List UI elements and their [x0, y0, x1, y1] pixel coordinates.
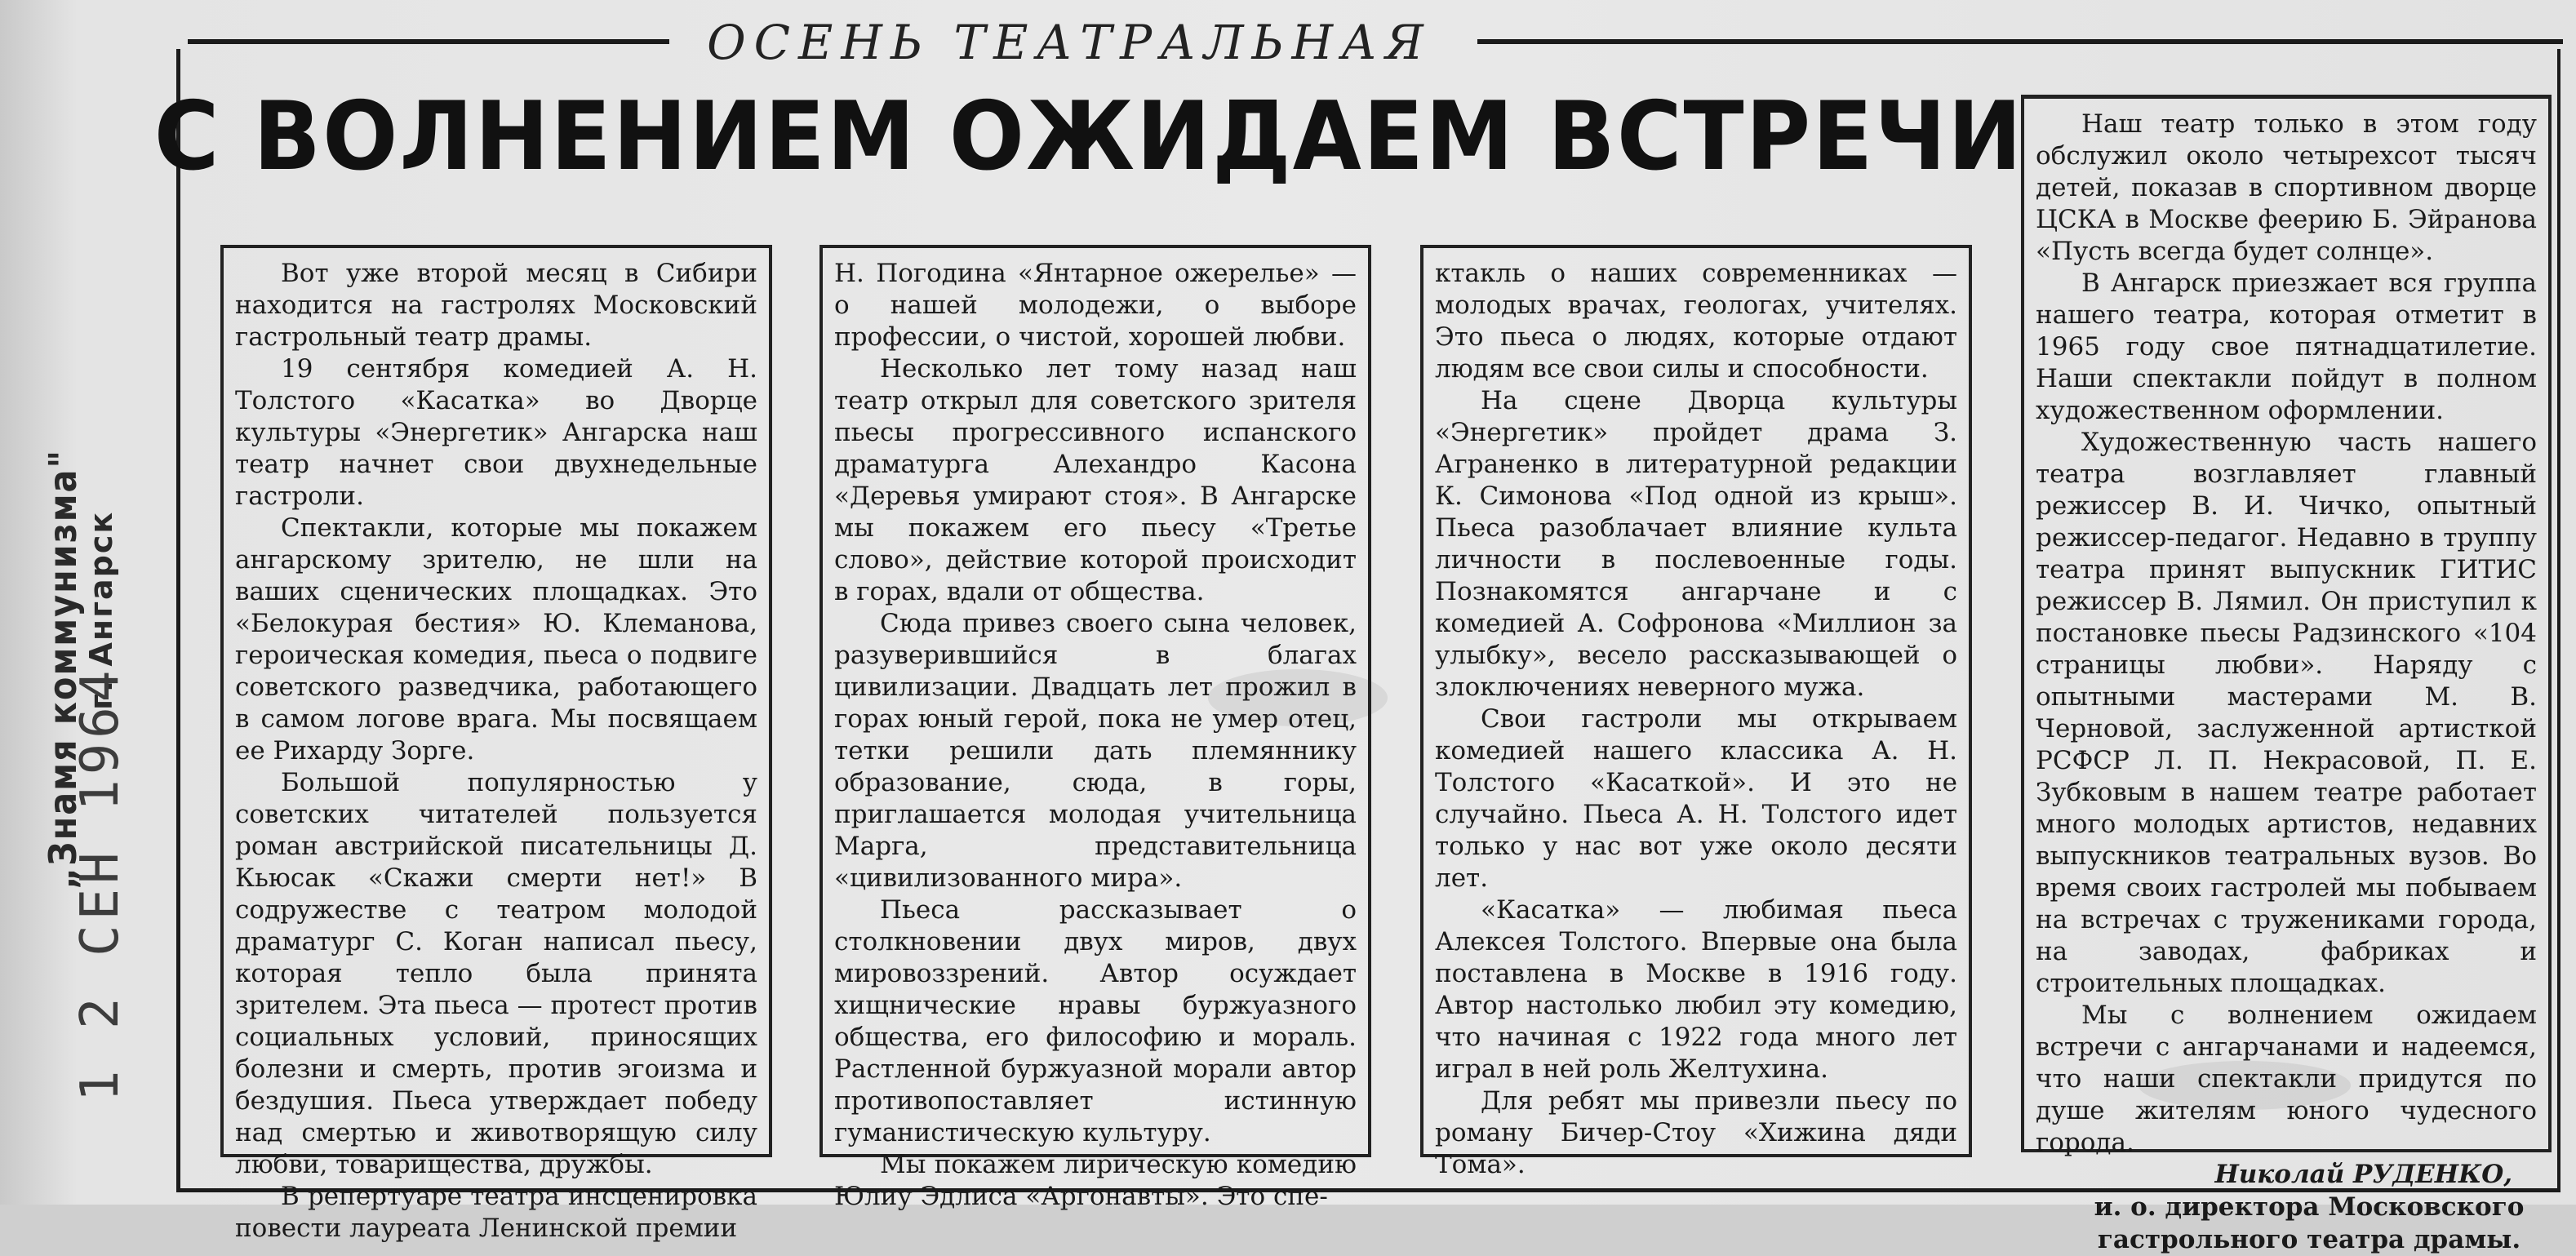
- paragraph: Вот уже второй месяц в Сибири находится на гастролях Московский гастрольный театр драмы.: [235, 259, 757, 352]
- paragraph: 19 сентября комедией А. Н. Толстого «Касатка» во Дворце культуры «Энергетик» Ангарска наш театр начнет свои двухнедельные гастроли.: [235, 354, 757, 511]
- stamp-city: г. Ангарск: [83, 510, 119, 710]
- rubric-rule-left: [188, 39, 669, 44]
- paragraph: Мы с волнением ожидаем встречи с ангарчанами и надеемся, что наши спектакли придутся по душе жителям юного чудесного города.: [2036, 1001, 2537, 1157]
- rubric: ОСЕНЬ ТЕАТРАЛЬНАЯ: [707, 15, 1432, 70]
- paragraph: Спектакли, которые мы покажем ангарскому зрителю, не шли на ваших сценических площадках. Это «Белокурая бестия» Ю. Клеманова, героическая комедия, пьеса о подвиге советского разведчика, работающего в самом логове врага. Мы посвящаем ее Рихарду Зорге.: [235, 513, 757, 766]
- article-column-3: [1420, 245, 1972, 1179]
- author-name: Николай РУДЕНКО,: [2214, 1160, 2512, 1189]
- paragraph: Наш театр только в этом году обслужил около четырехсот тысяч детей, показав в спортивном дворце ЦСКА в Москве феерию Б. Эйранова «Пусть всегда будет солнце».: [2036, 109, 2537, 266]
- paragraph: «Касатка» — любимая пьеса Алексея Толстого. Впервые она была поставлена в Москве в 1916 году. Автор настолько любил эту комедию, что начиная с 1922 года много лет играл в ней роль Желтухина.: [1435, 895, 1957, 1084]
- paragraph: Сюда привез своего сына человек, разуверившийся в благах цивилизации. Двадцать лет прожил в горах юный герой, пока не умер отец, тетки решили дать племяннику образование, сюда, в горы, приглашается молодая учительница Марга, представительница «цивилизованного мира».: [834, 609, 1357, 893]
- paragraph: Художественную часть нашего театра возглавляет главный режиссер В. И. Чичко, опытный режиссер-педагог. Недавно в труппу театра принят выпускник ГИТИС режиссер В. Лямил. Он приступил к постановке пьесы Радзинского «104 страницы любви». Наряду с опытными мастерами М. В. Черновой, заслуженной артисткой РСФСР Л. П. Некрасовой, П. Е. Зубковым в нашем театре работает много молодых артистов, недавних выпускников театральных вузов. Во время своих гастролей мы побываем на встречах с тружениками города, на заводах, фабриках и строительных площадках.: [2036, 428, 2537, 998]
- paragraph: В репертуаре театра инсценировка повести лауреата Ленинской премии: [235, 1182, 757, 1243]
- paragraph: Несколько лет тому назад наш театр открыл для советского зрителя пьесы прогрессивного испанского драматурга Алехандро Касона «Деревья умирают стоя». В Ангарске мы покажем его пьесу «Третье слово», действие которой происходит в горах, вдали от общества.: [834, 354, 1357, 606]
- paragraph: В Ангарск приезжает вся группа нашего театра, которая отметит в 1965 году свое пятнадцатилетие. Наши спектакли пойдут в полном художественном оформлении.: [2036, 269, 2537, 425]
- paragraph: Свои гастроли мы открываем комедией нашего классика А. Н. Толстого «Касаткой». И это не случайно. Пьеса А. Н. Толстого идет только у нас вот уже около десяти лет.: [1435, 704, 1957, 893]
- paragraph: Пьеса рассказывает о столкновении двух миров, двух мировоззрений. Автор осуждает хищнические нравы буржуазного общества, его философию и мораль. Растленной буржуазной морали автор противопоставляет истинную гуманистическую культуру.: [834, 895, 1357, 1147]
- article-column-2: [819, 245, 1371, 1211]
- article-column-1: [220, 245, 772, 1243]
- rubric-rule-right: [1477, 39, 2563, 44]
- paragraph: Большой популярностью у советских читателей пользуется роман австрийской писательницы Д. Кьюсак «Скажи смерти нет!» В содружестве с театром молодой драматург С. Коган написал пьесу, которая тепло была принята зрителем. Эта пьеса — протест против социальных условий, приносящих болезни и смерть, против эгоизма и бездушия. Пьеса утверждает победу над смертью и животворящую силу любви, товарищества, дружбы.: [235, 768, 757, 1179]
- paragraph: Мы покажем лирическую комедию Юлиу Эдлиса «Аргонавты». Это спе-: [834, 1150, 1357, 1211]
- archive-stamp: [16, 188, 139, 1126]
- paragraph: Для ребят мы привезли пьесу по роману Бичер-Стоу «Хижина дяди Тома».: [1435, 1086, 1957, 1179]
- stamp-newspaper-name: „Знамя коммунизма": [41, 448, 85, 890]
- author-title: и. о. директора Московского: [2094, 1192, 2525, 1222]
- stamp-date: 1 2 СЕН 1964: [70, 665, 131, 1102]
- paragraph: На сцене Дворца культуры «Энергетик» пройдет драма З. Аграненко в литературной редакции К. Симонова «Под одной из крыш». Пьеса разоблачает влияние культа личности в послевоенные годы. Познакомятся ангарчане и с комедией А. Софронова «Миллион за улыбку», весело рассказывающей о злоключениях неверного мужа.: [1435, 386, 1957, 702]
- paragraph: ктакль о наших современниках — молодых врачах, геологах, учителях. Это пьеса о людях, которые отдают людям все свои силы и способности.: [1435, 259, 1957, 384]
- author-title: гастрольного театра драмы.: [2097, 1225, 2521, 1254]
- article-column-4: [2021, 95, 2552, 1254]
- paragraph: Н. Погодина «Янтарное ожерелье» — о нашей молодежи, о выборе профессии, о чистой, хорошей любви.: [834, 259, 1357, 352]
- headline: С ВОЛНЕНИЕМ ОЖИДАЕМ ВСТРЕЧИ: [153, 82, 2024, 192]
